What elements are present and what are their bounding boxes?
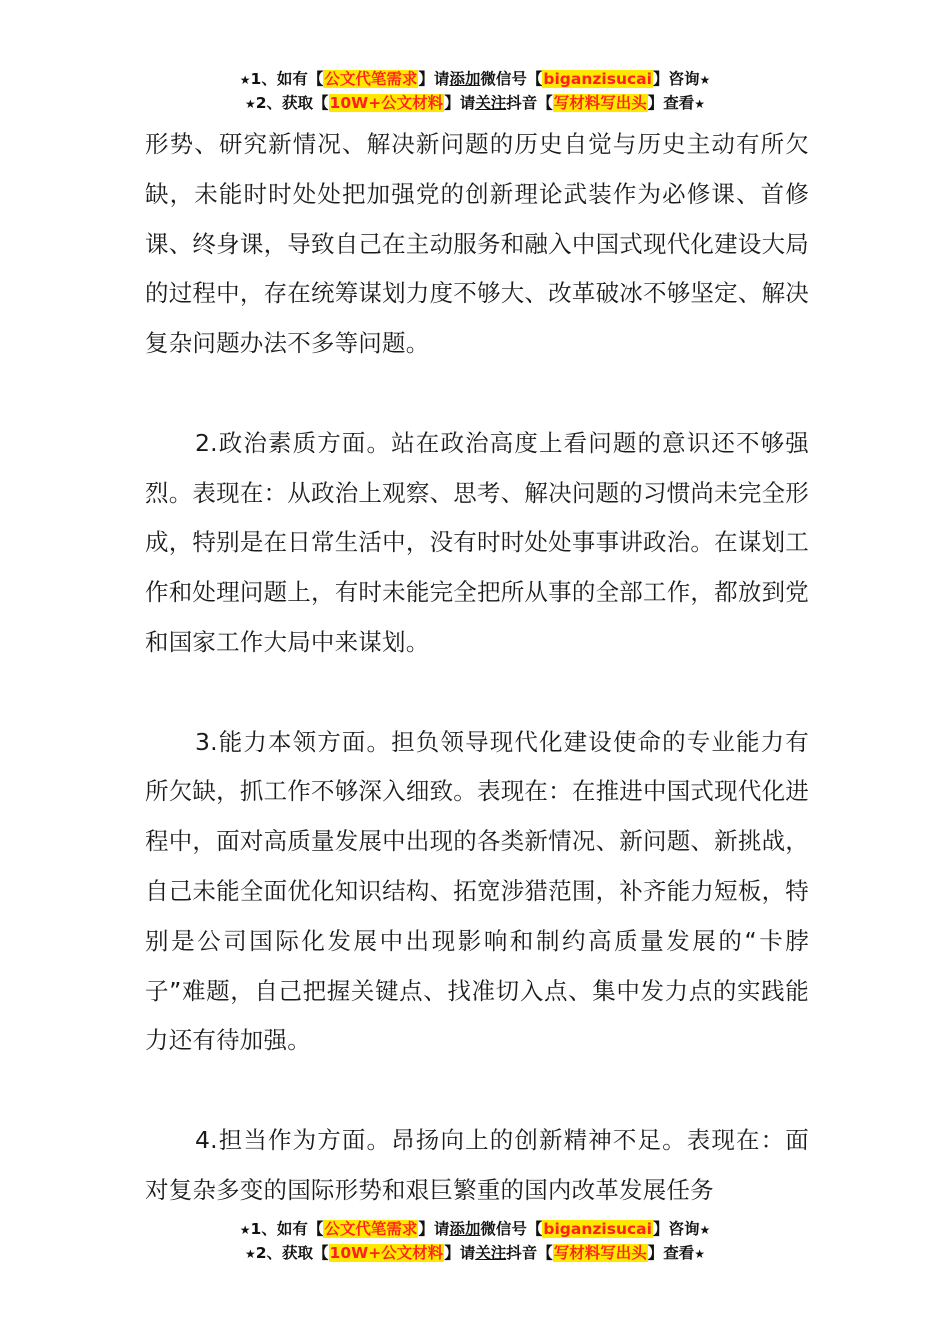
underlined-text: 添加 xyxy=(449,1220,481,1238)
banner-text: 抖音【 xyxy=(506,1244,553,1262)
underlined-text: 关注 xyxy=(475,1244,507,1262)
wechat-id-highlight: biganzisucai xyxy=(543,70,652,88)
underlined-text: 添加 xyxy=(449,70,481,88)
banner-line-2 xyxy=(0,1242,950,1266)
banner-line-2 xyxy=(0,92,950,116)
paragraph-continued: 形势、研究新情况、解决新问题的历史自觉与历史主动有所欠缺，未能时时处处把加强党的创新理论武装作为必修课、首修课、终身课，导致自己在主动服务和融入中国式现代化建设大局的过程中，存在统筹谋划力度不够大、改革破冰不够坚定、解决复杂问题办法不多等问题。 xyxy=(145,130,809,358)
banner-text: 】咨询 xyxy=(652,70,700,88)
highlight-text: 写材料写出头 xyxy=(553,94,647,112)
star-icon: ★ xyxy=(694,97,706,111)
paragraph-responsibility: 4.担当作为方面。昂扬向上的创新精神不足。表现在：面对复杂多变的国际形势和艰巨繁重的国内改革发展任务 xyxy=(145,1125,809,1204)
star-icon: ★ xyxy=(239,1223,251,1237)
banner-text: 抖音【 xyxy=(506,94,553,112)
banner-text: 微信号【 xyxy=(480,70,543,88)
banner-text: 】请 xyxy=(444,94,476,112)
banner-text: 微信号【 xyxy=(480,1220,543,1238)
highlight-text: 公文代笔需求 xyxy=(324,1220,418,1238)
star-icon: ★ xyxy=(244,1247,256,1261)
highlight-text: 公文代笔需求 xyxy=(324,70,418,88)
banner-text: 】请 xyxy=(444,1244,476,1262)
star-icon: ★ xyxy=(694,1247,706,1261)
paragraph-spacer xyxy=(145,1066,809,1116)
paragraph-spacer xyxy=(145,369,809,419)
banner-text: 1、如有【 xyxy=(250,70,324,88)
banner-line-1 xyxy=(0,68,950,92)
star-icon: ★ xyxy=(239,73,251,87)
star-icon: ★ xyxy=(244,97,256,111)
document-body xyxy=(145,120,809,1216)
star-icon: ★ xyxy=(699,73,711,87)
paragraph-political-quality: 2.政治素质方面。站在政治高度上看问题的意识还不够强烈。表现在：从政治上观察、思考、解决问题的习惯尚未完全形成，特别是在日常生活中，没有时时处处事事讲政治。在谋划工作和处理问题上，有时未能完全把所从事的全部工作，都放到党和国家工作大局中来谋划。 xyxy=(145,428,809,656)
wechat-id-highlight: biganzisucai xyxy=(543,1220,652,1238)
underlined-text: 关注 xyxy=(475,94,507,112)
banner-text: 2、获取【 xyxy=(255,1244,329,1262)
banner-line-1 xyxy=(0,1218,950,1242)
banner-text: 】请 xyxy=(418,70,450,88)
banner-text: 】查看 xyxy=(647,1244,695,1262)
paragraph-ability: 3.能力本领方面。担负领导现代化建设使命的专业能力有所欠缺，抓工作不够深入细致。表现在：在推进中国式现代化进程中，面对高质量发展中出现的各类新情况、新问题、新挑战，自己未能全面优化知识结构、拓宽涉猎范围，补齐能力短板，特别是公司国际化发展中出现影响和制约高质量发展的“卡脖子”难题，自己把握关键点、找准切入点、集中发力点的实践能力还有待加强。 xyxy=(145,727,809,1055)
header-banner xyxy=(0,68,950,116)
banner-text: 】查看 xyxy=(647,94,695,112)
highlight-text: 10W+公文材料 xyxy=(329,94,444,112)
footer-banner xyxy=(0,1218,950,1266)
highlight-text: 写材料写出头 xyxy=(553,1244,647,1262)
highlight-text: 10W+公文材料 xyxy=(329,1244,444,1262)
paragraph-spacer xyxy=(145,668,809,718)
banner-text: 】咨询 xyxy=(652,1220,700,1238)
banner-text: 】请 xyxy=(418,1220,450,1238)
banner-text: 2、获取【 xyxy=(255,94,329,112)
banner-text: 1、如有【 xyxy=(250,1220,324,1238)
star-icon: ★ xyxy=(699,1223,711,1237)
